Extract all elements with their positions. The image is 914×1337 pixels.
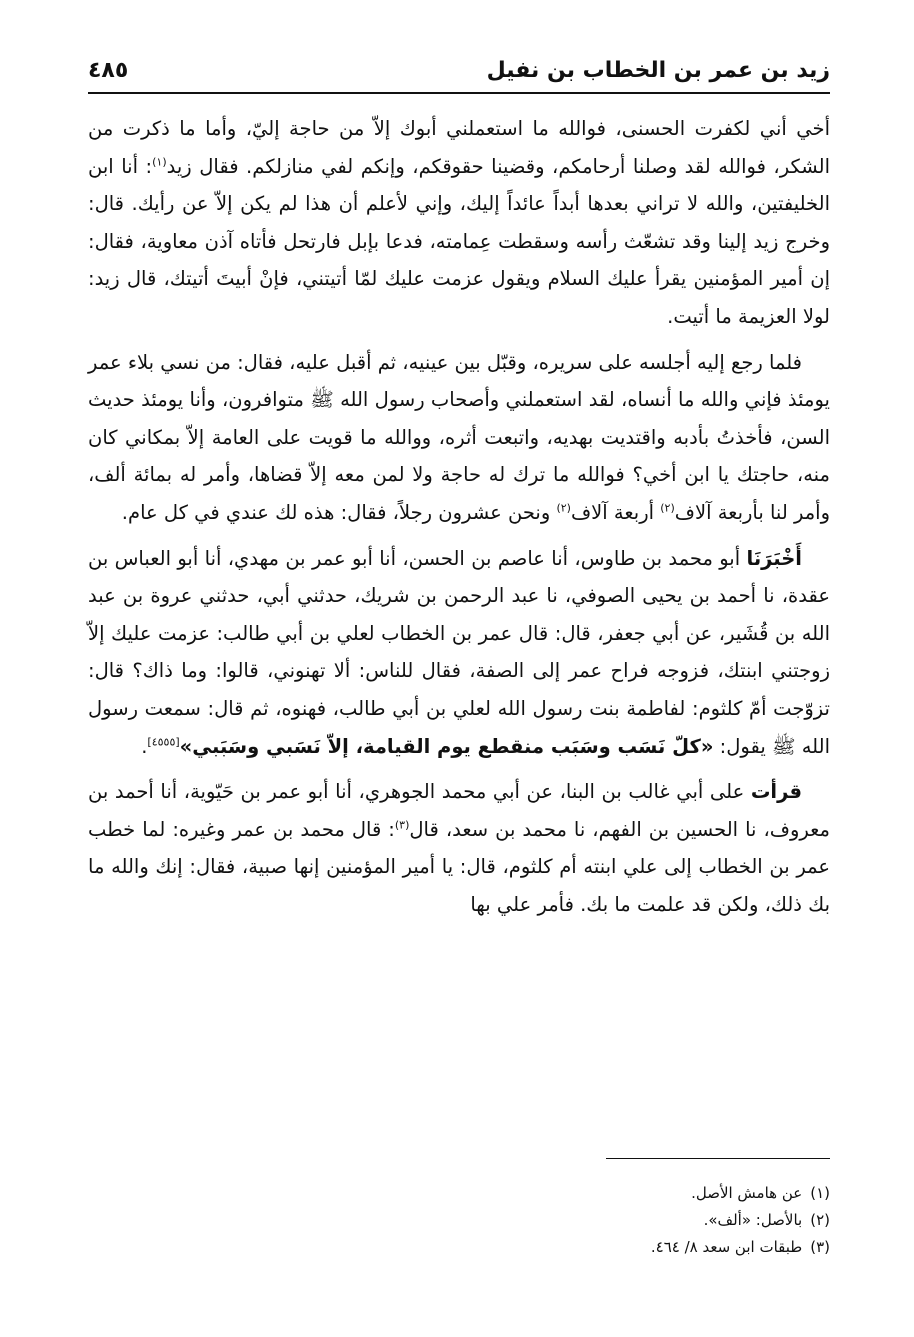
main-text — [88, 110, 830, 931]
text-segment: أبو محمد بن طاوس، أنا عاصم بن الحسن، أنا أبو عمر بن مهدي، أنا أبو العباس بن عقدة، نا أحمد بن يحيى الصوفي، نا عبد الرحمن بن شريك، حدثني أبي، حدثني عروة بن عبد الله بن قُشَير، عن أبي جعفر، قال: قال عمر بن الخطاب لعلي بن أبي طالب: عزمت عليك إلاّ زوجتني ابنتك، فزوجه فراح عمر إلى الصفة، فقال للناس: ألا تهنوني، قالوا: وما ذاك؟ قال: تزوّجت أمّ كلثوم: لفاطمة بنت رسول الله لعلي بن أبي طالب، فهنوه، ثم قال: سمعت رسول الله ﷺ يقول: — [88, 546, 830, 758]
footnote-marker: (٢) — [556, 501, 571, 515]
page-number: ٤٨٥ — [88, 58, 129, 83]
paragraph — [88, 110, 830, 336]
footnote-marker: (٢) — [660, 501, 675, 515]
text-segment: ونحن عشرون رجلاً، فقال: هذه لك عندي في كل عام. — [121, 500, 557, 524]
footnotes — [88, 1180, 830, 1261]
text-segment: فلما رجع إليه أجلسه على سريره، وقبّل بين عينيه، ثم أقبل عليه، فقال: من نسي بلاء عمر يومئذ فإني والله ما أنساه، لقد استعملني وأصحاب رسول الله ﷺ متوافرون، وأنا يومئذ حديث السن، فأخذتُ بأدبه واقتديت بهديه، واتبعت أثره، ووالله ما قويت على العامة إلاّ بمكاني كان منه، حاجتك يا ابن أخي؟ فوالله ما ترك له حاجة ولا لمن معه إلاّ قضاها، وأمر له بمائة ألف، وأمر لنا بأربعة آلاف — [88, 350, 830, 524]
paragraph-lead-word: قرأت — [750, 780, 802, 804]
footnote-number: (١) — [810, 1184, 830, 1202]
hadith-quote: «كلّ نَسَب وسَبَب منقطع يوم القيامة، إلاّ نَسَبي وسَبَبي» — [179, 734, 714, 758]
footnote-marker: (١) — [152, 155, 167, 169]
footnote-text: طبقات ابن سعد ٨/ ٤٦٤. — [650, 1238, 803, 1256]
paragraph — [88, 773, 830, 923]
paragraph — [88, 344, 830, 532]
footnote-item — [88, 1180, 830, 1207]
text-segment: : قال محمد بن عمر وغيره: لما خطب عمر بن الخطاب إلى علي ابنته أم كلثوم، قال: يا أمير المؤمنين إنها صبية، فقال: إنك والله ما بك ذلك، ولكن قد علمت ما بك. فأمر علي بها — [88, 817, 830, 916]
running-title: زيد بن عمر بن الخطاب بن نفيل — [486, 58, 830, 83]
text-segment: . — [141, 734, 148, 758]
text-segment: : أنا ابن الخليفتين، والله لا تراني بعدها أبداً عائداً إليك، وإني لأعلم أن هذا لم يكن إلاّ عن رأيك. قال: وخرج زيد إلينا وقد تشعّث رأسه وسقطت عِمامته، فدعا بإبل فارتحل فأتاه آذن معاوية، فقال: إن أمير المؤمنين يقرأ عليك السلام ويقول عزمت عليك لمّا أتيتني، فإنْ أبيتَ أتيتك، قال زيد: لولا العزيمة ما أتيت. — [88, 154, 830, 328]
footnote-text: عن هامش الأصل. — [691, 1184, 803, 1202]
text-segment: أربعة آلاف — [570, 500, 661, 524]
footnote-divider — [606, 1158, 830, 1159]
text-segment: على أبي غالب بن البنا، عن أبي محمد الجوهري، أنا أبو عمر بن حَيّوية، أنا أحمد بن معروف، نا الحسين بن الفهم، نا محمد بن سعد، قال — [88, 780, 830, 841]
footnote-marker: (٣) — [394, 818, 410, 832]
footnote-item — [88, 1234, 830, 1261]
footnote-marker: [٤٥٥٥] — [147, 735, 180, 748]
footnote-number: (٢) — [810, 1211, 830, 1229]
text-segment: أخي أني لكفرت الحسنى، فوالله ما استعملني أبوك إلاّ من حاجة إليّ، وأما ما ذكرت من الشكر، فوالله لقد وصلنا أرحامكم، وقضينا حقوقكم، وإنكم لفي منازلكم. فقال زيد — [88, 117, 830, 178]
footnote-item — [88, 1207, 830, 1234]
footnote-text: بالأصل: «ألف». — [703, 1211, 803, 1229]
paragraph-lead-word: أَخْبَرَنَا — [746, 546, 802, 570]
running-header — [88, 54, 830, 94]
paragraph — [88, 540, 830, 766]
footnote-number: (٣) — [810, 1238, 830, 1256]
